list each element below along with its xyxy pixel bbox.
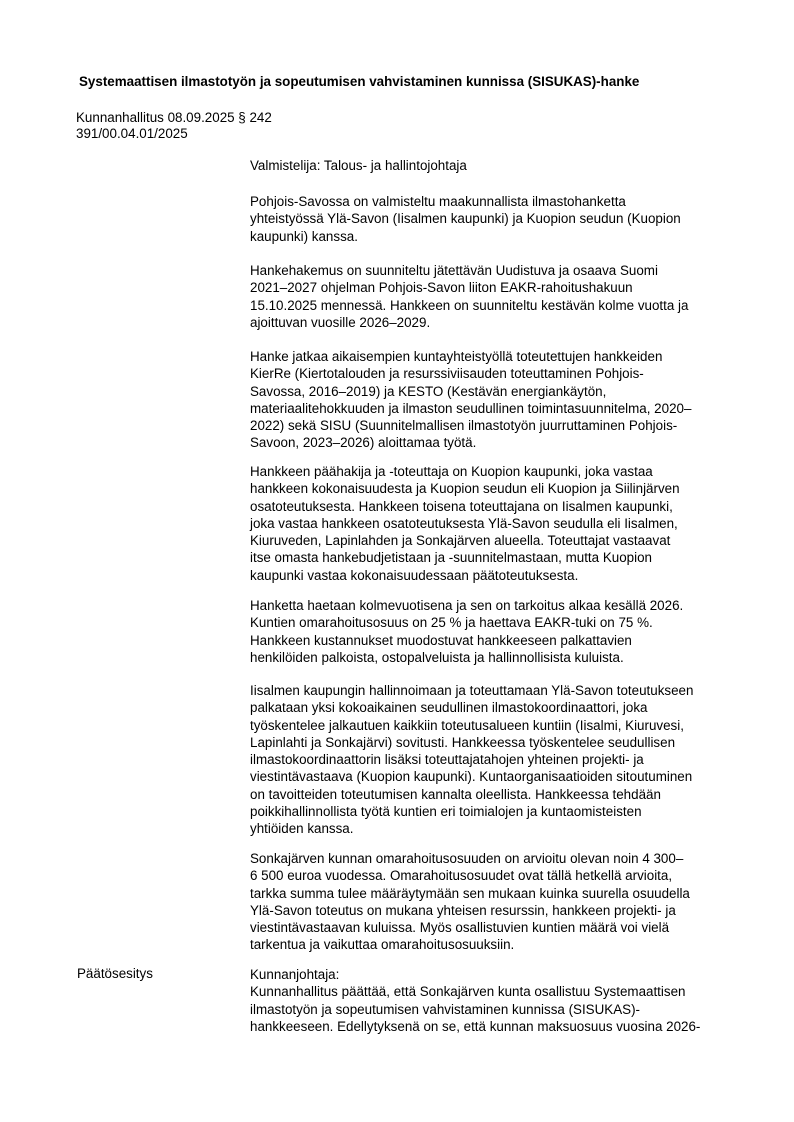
document-title: Systemaattisen ilmastotyön ja sopeutumisen vahvistaminen kunnissa (SISUKAS)-hanke [79,74,640,89]
paragraph-3: Hanke jatkaa aikaisempien kuntayhteistyöllä toteutettujen hankkeiden KierRe (Kiertotalouden ja resurssiviisauden toteuttaminen Pohjois- Savossa, 2016–2019) ja KESTO (Kestävän energiankäytön, materiaalitehokkuuden ja ilmaston seudullinen toimintasuunnitelma, 2020– 2022) sekä SISU (Suunnitelmallisen ilmastotyön juurruttaminen Pohjois- Savoon, 2023–2026) aloittamaa työtä. [250,349,692,451]
meeting-reference: Kunnanhallitus 08.09.2025 § 242 [76,110,272,125]
preparer-line: Valmistelija: Talous- ja hallintojohtaja [250,158,467,173]
paragraph-6: Iisalmen kaupungin hallinnoimaan ja toteuttamaan Ylä-Savon toteutukseen palkataan yksi kokoaikainen seudullinen ilmastokoordinaattori, joka työskentelee jalkautuen kaikkiin toteutusalueen kuntiin (Iisalmi, Kiuruvesi, Lapinlahti ja Sonkajärvi) sovitusti. Hankkeessa työskentelee seudullisen ilmastokoordinaattorin lisäksi toteuttajatahojen yhteinen projekti- ja viestintävastaava (Kuopion kaupunki). Kuntaorganisaatioiden sitoutuminen on tavoitteiden toteutumisen kannalta oleellista. Hankkeessa tehdään poikkihallinnollista työtä kuntien eri toimialojen ja kuntaomisteisten yhtiöiden kanssa. [250,683,694,837]
paragraph-1: Pohjois-Savossa on valmisteltu maakunnallista ilmastohanketta yhteistyössä Ylä-Savon (Iisalmen kaupunki) ja Kuopion seudun (Kuopion kaupunki) kanssa. [250,194,681,244]
record-id: 391/00.04.01/2025 [76,126,188,141]
meeting-info [76,110,272,142]
decision-label: Päätösesitys [77,966,153,981]
paragraph-2: Hankehakemus on suunniteltu jätettävän Uudistuva ja osaava Suomi 2021–2027 ohjelman Pohjois-Savon liiton EAKR-rahoitushakuun 15.10.2025 mennessä. Hankkeen on suunniteltu kestävän kolme vuotta ja ajoittuvan vuosille 2026–2029. [250,263,689,330]
paragraph-4: Hankkeen päähakija ja -toteuttaja on Kuopion kaupunki, joka vastaa hankkeen kokonaisuudesta ja Kuopion seudun eli Kuopion ja Siilinjärven osatoteutuksesta. Hankkeen toisena toteuttajana on Iisalmen kaupunki, joka vastaa hankkeen osatoteutuksesta Ylä-Savon seudulla eli Iisalmen, Kiuruveden, Lapinlahden ja Sonkajärven alueella. Toteuttajat vastaavat itse omasta hankebudjetistaan ja -suunnitelmastaan, mutta Kuopion kaupunki vastaa kokonaisuudessaan päätoteutuksesta. [250,464,680,583]
paragraph-7: Sonkajärven kunnan omarahoitusosuuden on arvioitu olevan noin 4 300– 6 500 euroa vuodessa. Omarahoitusosuudet ovat tällä hetkellä arvioita, tarkka summa tulee määräytymään sen mukaan kuinka suurella osuudella Ylä-Savon toteutus on mukana yhteisen resurssin, hankkeen projekti- ja viestintävastaavan kuluissa. Myös osallistuvien kuntien määrä voi vielä tarkentua ja vaikuttaa omarahoitusosuuksiin. [250,851,690,953]
paragraph-5: Hanketta haetaan kolmevuotisena ja sen on tarkoitus alkaa kesällä 2026. Kuntien omarahoitusosuus on 25 % ja haettava EAKR-tuki on 75 %. Hankkeen kustannukset muodostuvat hankkeeseen palkattavien henkilöiden palkoista, ostopalveluista ja hallinnollisista kuluista. [250,598,684,665]
decision-text: Kunnanjohtaja: Kunnanhallitus päättää, että Sonkajärven kunta osallistuu Systemaattisen ilmastotyön ja sopeutumisen vahvistaminen kunnissa (SISUKAS)- hankkeeseen. Edellytyksenä on se, että kunnan maksuosuus vuosina 2026- [250,967,701,1034]
